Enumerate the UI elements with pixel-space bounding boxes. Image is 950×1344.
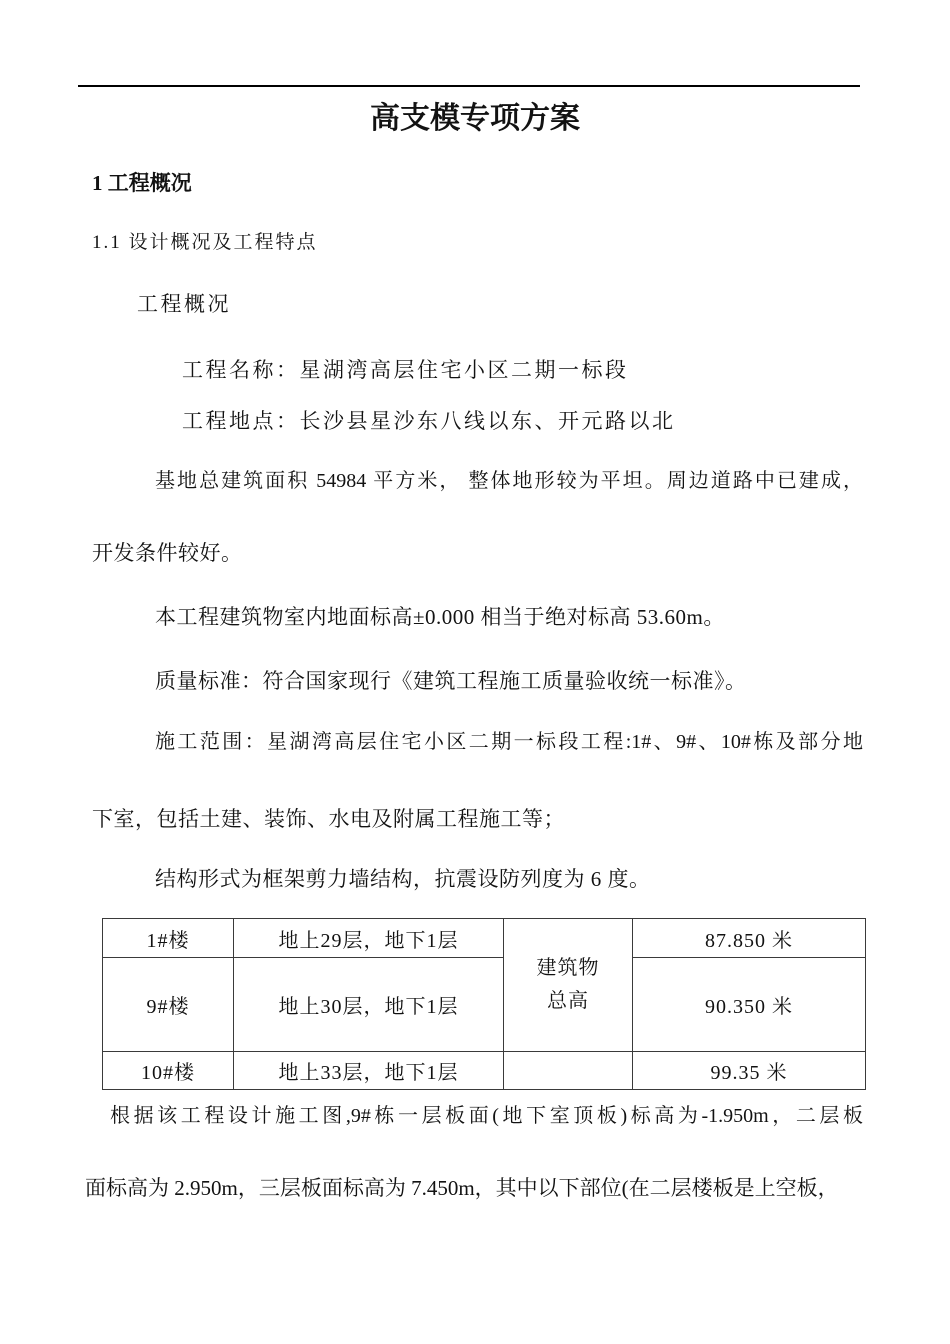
height-cell: 99.35 米 [633, 1052, 866, 1090]
post-table-line-2: 面标高为 2.950m，三层板面标高为 7.450m，其中以下部位(在二层楼板是上空板， [85, 1176, 839, 1200]
elevation-line: 本工程建筑物室内地面标高±0.000 相当于绝对标高 53.60m。 [155, 605, 725, 629]
scope-line-2: 下室，包括土建、装饰、水电及附属工程施工等； [92, 807, 565, 831]
header-rule [78, 85, 860, 87]
scope-line-1: 施工范围：星湖湾高层住宅小区二期一标段工程:1#、9#、10#栋及部分地 [155, 731, 863, 753]
floors-cell: 地上29层，地下1层 [234, 919, 504, 958]
section-heading: 1 工程概况 [92, 171, 192, 195]
building-overview-table [102, 918, 866, 1090]
floors-cell: 地上33层，地下1层 [234, 1052, 504, 1090]
subsection-heading: 1.1 设计概况及工程特点 [92, 232, 318, 253]
project-location-line: 工程地点：长沙县星沙东八线以东、开元路以北 [182, 409, 676, 433]
structure-type-line: 结构形式为框架剪力墙结构，抗震设防列度为 6 度。 [155, 867, 651, 891]
total-height-label-cell [504, 919, 633, 1052]
empty-cell [504, 1052, 633, 1090]
total-height-label: 建筑物 总高 [536, 957, 600, 1012]
building-cell: 9#楼 [103, 958, 234, 1052]
table-row [103, 919, 866, 958]
overview-label: 工程概况 [137, 292, 231, 316]
quality-standard-line: 质量标准：符合国家现行《建筑工程施工质量验收统一标准》。 [155, 669, 747, 693]
table-row [103, 958, 866, 1052]
post-table-line-1: 根据该工程设计施工图,9#栋一层板面(地下室顶板)标高为-1.950m，二层板 [110, 1105, 863, 1127]
building-cell: 1#楼 [103, 919, 234, 958]
height-cell: 87.850 米 [633, 919, 866, 958]
table-row [103, 1052, 866, 1090]
floors-cell: 地上30层，地下1层 [234, 958, 504, 1052]
site-area-line-1: 基地总建筑面积 54984 平方米， 整体地形较为平坦。周边道路中已建成， [155, 470, 863, 492]
height-cell: 90.350 米 [633, 958, 866, 1052]
project-name-line: 工程名称：星湖湾高层住宅小区二期一标段 [182, 358, 629, 382]
page-title: 高支模专项方案 [370, 102, 580, 135]
site-area-line-2: 开发条件较好。 [92, 541, 243, 565]
building-cell: 10#楼 [103, 1052, 234, 1090]
